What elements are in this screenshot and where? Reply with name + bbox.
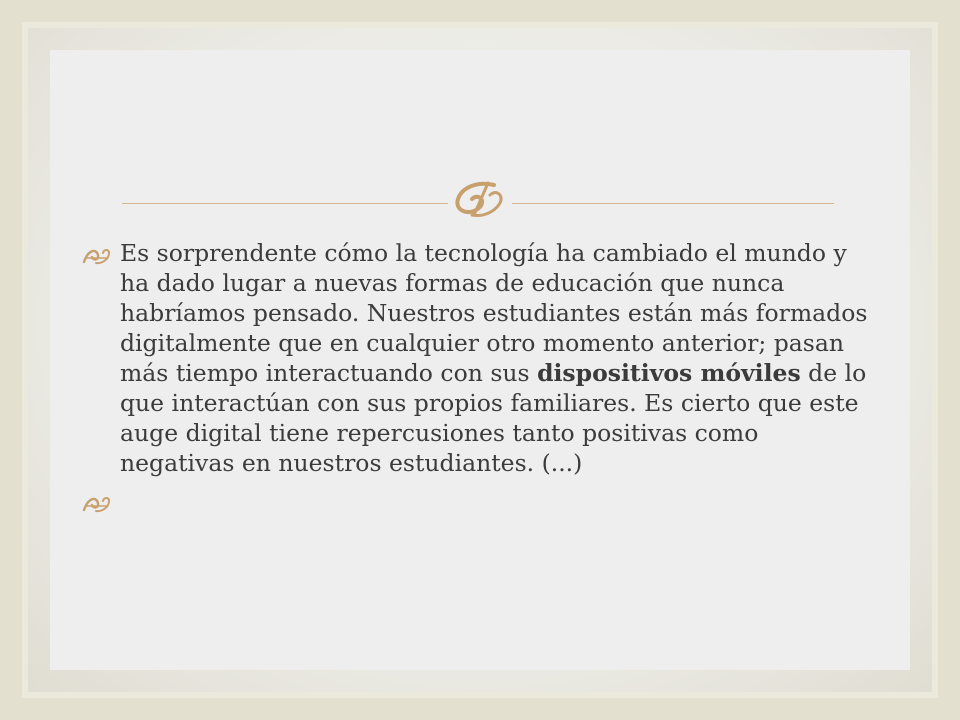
bullet-text-bold: dispositivos móviles <box>537 359 801 387</box>
bullet-paragraph <box>120 238 872 478</box>
bullet-item-empty <box>82 486 872 516</box>
fleuron-bullet-icon <box>82 246 112 266</box>
slide-body <box>82 238 872 516</box>
bullet-text-before: Es sorprendente cómo la tecnología ha cambiado el mundo y ha dado lugar a nuevas formas de educación que nunca habríamos pensado. Nuestros estudiantes están más formados digitalmente que en cualquier otro momento anterior; pasan más tiempo interactuando con sus <box>120 239 868 387</box>
bullet-text-after: de lo que interactúan con sus propios familiares. Es cierto que este auge digital tiene repercusiones tanto positivas como negativas en nuestros estudiantes. (...) <box>120 359 867 477</box>
bullet-item <box>82 238 872 478</box>
swirl-ornament-icon <box>448 175 512 223</box>
fleuron-bullet-icon <box>82 494 112 514</box>
